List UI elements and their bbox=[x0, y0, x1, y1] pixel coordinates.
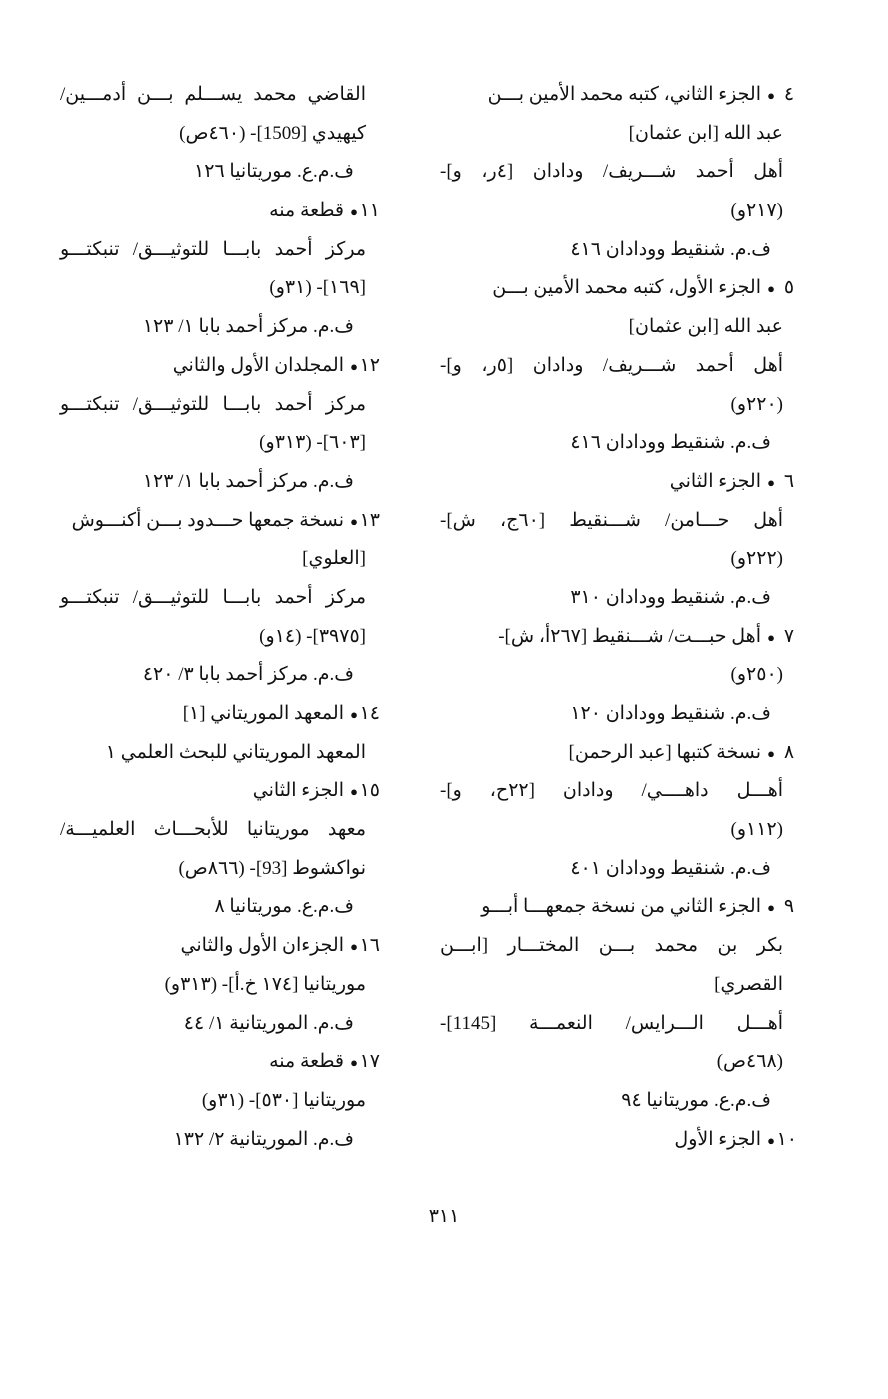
bullet-icon: ● bbox=[350, 204, 358, 220]
entry-number: ١٣ bbox=[359, 509, 380, 531]
entry-heading bbox=[440, 269, 797, 308]
text-line: [العلوي] bbox=[302, 548, 366, 570]
entry-title: الجزء الأول bbox=[674, 1128, 761, 1150]
text-line: مركز أحمد بابـــا للتوثيـــق/ تنبكتـــو bbox=[60, 393, 366, 415]
bullet-icon: ● bbox=[350, 784, 358, 800]
text-line: مركز أحمد بابـــا للتوثيـــق/ تنبكتـــو bbox=[60, 586, 366, 608]
reference-line: ف.م. شنقيط وودادان ٤١٦ bbox=[570, 238, 771, 260]
text-line: بكر بن محمد بـــن المختـــار [ابـــن bbox=[440, 935, 783, 957]
text-line: عبد الله [ابن عثمان] bbox=[628, 122, 783, 144]
text-line: (٤٦٨ص) bbox=[716, 1051, 783, 1073]
bullet-icon: ● bbox=[767, 281, 775, 297]
left-column bbox=[60, 76, 380, 1159]
entry-heading bbox=[440, 618, 797, 657]
entry-title: المجلدان الأول والثاني bbox=[172, 354, 344, 376]
text-line: (٢١٧و) bbox=[730, 200, 783, 222]
entry-heading bbox=[60, 772, 380, 811]
bullet-icon: ● bbox=[767, 1132, 775, 1148]
bullet-icon: ● bbox=[350, 707, 358, 722]
entry-number: ٥ bbox=[783, 277, 795, 299]
entry-title: نسخة جمعها حـــدود بـــن أكنـــوش bbox=[71, 509, 344, 531]
reference-line: ف.م.ع. موريتانيا ١٢٦ bbox=[194, 161, 354, 183]
entry-heading bbox=[440, 76, 797, 115]
text-line: [٣٩٧٥]- (١٤و) bbox=[259, 625, 366, 647]
text-line: المعهد الموريتاني للبحث العلمي ١ bbox=[105, 741, 366, 763]
text-line: أهـــل الـــرايس/ النعمـــة [1145]- bbox=[440, 1012, 783, 1034]
text-line: أهل أحمد شـــريف/ ودادان [٥ر، و]- bbox=[440, 354, 783, 376]
entry-title: المعهد الموريتاني [١] bbox=[182, 703, 344, 724]
reference-line: ف.م. مركز أحمد بابا ٣/ ٤٢٠ bbox=[142, 664, 354, 686]
reference-line: ف.م. مركز أحمد بابا ١/ ١٢٣ bbox=[142, 316, 354, 338]
reference-line: ف.م.ع. موريتانيا ٩٤ bbox=[621, 1089, 771, 1111]
bullet-icon: ● bbox=[767, 629, 775, 645]
reference-line: ف.م. شنقيط وودادان ١٢٠ bbox=[570, 703, 771, 724]
entry-title: الجزء الأول، كتبه محمد الأمين بـــن bbox=[492, 277, 761, 299]
entry-heading bbox=[440, 463, 797, 502]
entry-number: ٩ bbox=[783, 896, 795, 918]
entry-title: الجزء الثاني bbox=[252, 780, 344, 802]
page-number: ٣١١ bbox=[428, 1206, 460, 1227]
text-line: موريتانيا [٥٣٠]- (٣١و) bbox=[201, 1089, 366, 1111]
entry-heading bbox=[60, 927, 380, 966]
entry-number: ٨ bbox=[783, 741, 795, 763]
entry-title: نسخة كتبها [عبد الرحمن] bbox=[568, 741, 761, 763]
text-line: معهد موريتانيا للأبحـــاث العلميـــة/ bbox=[60, 819, 366, 841]
entry-heading bbox=[440, 734, 797, 773]
reference-line: ف.م. الموريتانية ١/ ٤٤ bbox=[183, 1012, 354, 1034]
entry-heading bbox=[60, 192, 380, 231]
entry-number: ٦ bbox=[783, 470, 795, 492]
reference-line: ف.م. شنقيط وودادان ٤٠١ bbox=[570, 857, 771, 879]
text-line: (٢٢٢و) bbox=[730, 548, 783, 570]
entry-number: ١١ bbox=[359, 200, 380, 222]
text-line: موريتانيا [١٧٤ خ.أ]- (٣١٣و) bbox=[164, 973, 366, 995]
reference-line: ف.م. شنقيط وودادان ٣١٠ bbox=[570, 586, 771, 608]
right-column bbox=[440, 76, 797, 1159]
bullet-icon: ● bbox=[767, 88, 775, 103]
text-line: القاضي محمد يســـلم بـــن أدمـــين/ bbox=[60, 84, 366, 105]
text-line: نواكشوط [93]- (٨٦٦ص) bbox=[178, 857, 366, 879]
text-line: القصري] bbox=[714, 973, 783, 995]
entry-number: ١٢ bbox=[359, 354, 380, 376]
entry-heading bbox=[440, 1121, 797, 1160]
entry-title: قطعة منه bbox=[269, 1051, 344, 1073]
entry-number: ١٠ bbox=[776, 1128, 797, 1150]
text-line: أهل حـــامن/ شـــنقيط [٦٠ج، ش]- bbox=[440, 509, 783, 531]
entry-number: ١٦ bbox=[359, 935, 380, 957]
entry-number: ١٤ bbox=[359, 703, 380, 724]
text-line: (٢٢٠و) bbox=[730, 393, 783, 415]
text-line: أهل أحمد شـــريف/ ودادان [٤ر، و]- bbox=[440, 161, 783, 183]
bullet-icon: ● bbox=[767, 900, 775, 916]
bullet-icon: ● bbox=[350, 513, 358, 529]
reference-line: ف.م.ع. موريتانيا ٨ bbox=[214, 896, 354, 918]
reference-line: ف.م. مركز أحمد بابا ١/ ١٢٣ bbox=[142, 470, 354, 492]
reference-line: ف.م. شنقيط وودادان ٤١٦ bbox=[570, 432, 771, 454]
bullet-icon: ● bbox=[350, 939, 358, 955]
bullet-icon: ● bbox=[350, 358, 358, 374]
entry-title: الجزء الثاني، كتبه محمد الأمين بـــن bbox=[487, 84, 761, 105]
bullet-icon: ● bbox=[350, 1055, 358, 1071]
entry-heading bbox=[60, 502, 380, 541]
text-line: (٢٥٠و) bbox=[730, 664, 783, 686]
entry-number: ٧ bbox=[783, 625, 795, 647]
text-line: [١٦٩]- (٣١و) bbox=[269, 277, 366, 299]
entry-title: الجزء الثاني bbox=[669, 470, 761, 492]
bullet-icon: ● bbox=[767, 474, 775, 490]
entry-heading bbox=[440, 888, 797, 927]
entry-heading bbox=[60, 695, 380, 734]
entry-number: ٤ bbox=[783, 84, 795, 105]
entry-title: قطعة منه bbox=[269, 200, 344, 222]
text-line: أهـــل داهــــي/ ودادان [٢٢ح، و]- bbox=[440, 780, 783, 802]
entry-heading bbox=[60, 347, 380, 386]
entry-title: أهل حبـــت/ شـــنقيط [٢٦٧أ، ش]- bbox=[498, 625, 761, 647]
entry-heading bbox=[60, 1043, 380, 1082]
text-line: [٦٠٣]- (٣١٣و) bbox=[259, 432, 366, 454]
text-line: (١١٢و) bbox=[730, 819, 783, 841]
text-line: عبد الله [ابن عثمان] bbox=[628, 316, 783, 338]
text-line: مركز أحمد بابـــا للتوثيـــق/ تنبكتـــو bbox=[60, 238, 366, 260]
entry-number: ١٧ bbox=[359, 1051, 380, 1073]
bullet-icon: ● bbox=[767, 745, 775, 761]
entry-title: الجزء الثاني من نسخة جمعهـــا أبـــو bbox=[481, 896, 761, 918]
text-line: كيهيدي [1509]- (٤٦٠ص) bbox=[179, 122, 366, 144]
reference-line: ف.م. الموريتانية ٢/ ١٣٢ bbox=[173, 1128, 354, 1150]
entry-number: ١٥ bbox=[359, 780, 380, 802]
entry-title: الجزءان الأول والثاني bbox=[180, 935, 344, 957]
